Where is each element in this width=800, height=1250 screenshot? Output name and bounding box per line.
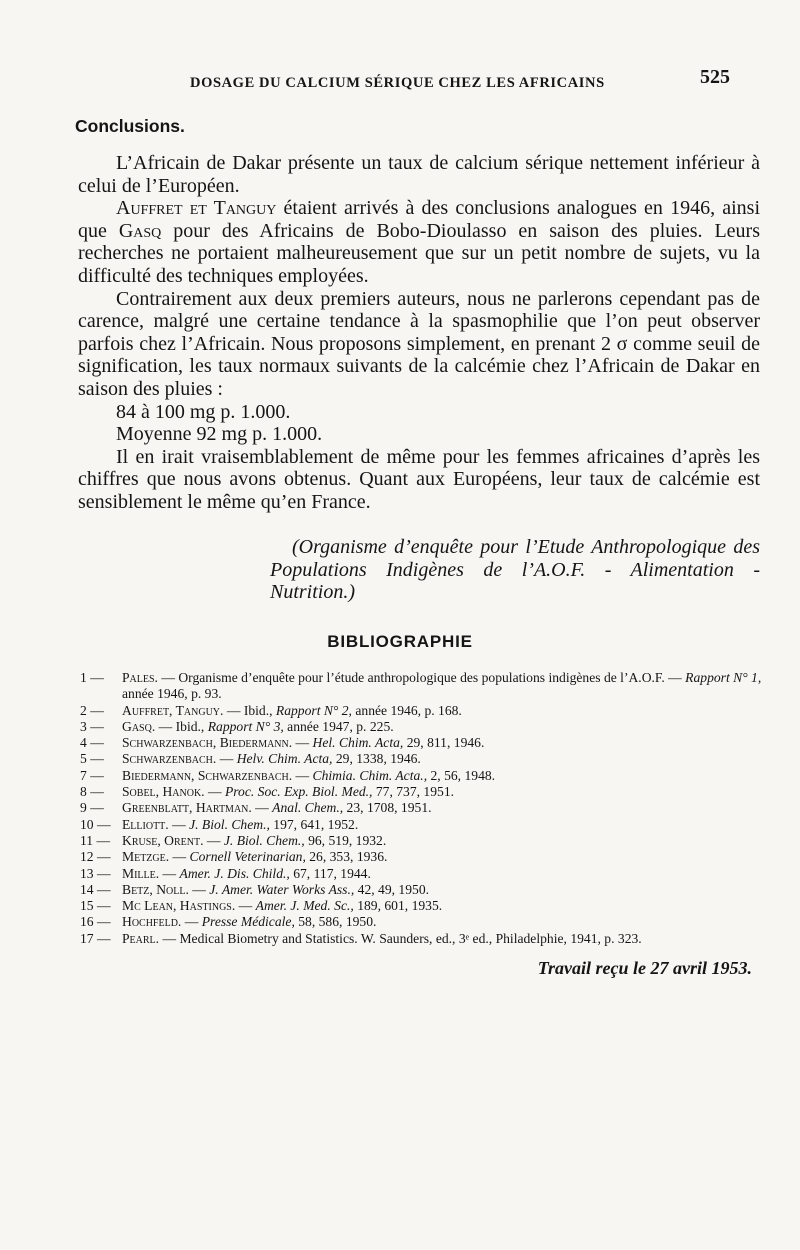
reference-journal: Cornell Veterinarian, [189, 849, 306, 865]
reference-author: Betz, Noll. [122, 881, 189, 897]
reference-body: — [181, 914, 202, 930]
reference-body: — [204, 784, 225, 800]
reference-journal: Hel. Chim. Acta, [312, 735, 404, 751]
reference-journal: Rapport N° 3, [207, 718, 284, 734]
paragraph-2-text-b: pour des Africains de Bobo-Dioulasso en saison des pluies. Leurs recherches ne portaient malheureusement que sur un petit nombre de sujets, vu la difficulté des techniques employées. [78, 219, 760, 287]
reference-journal: Amer. J. Med. Sc., [255, 898, 354, 914]
reference-details: 67, 117, 1944. [289, 865, 371, 881]
reference-entry [80, 882, 765, 898]
reference-entry [80, 784, 765, 800]
reference-entry [80, 898, 765, 914]
reference-details: 26, 353, 1936. [305, 849, 388, 865]
reference-number: 16 — [80, 914, 111, 930]
reference-journal: J. Amer. Water Works Ass., [209, 881, 355, 897]
reference-author: Metzge. [122, 849, 170, 865]
reference-body: — [292, 735, 313, 751]
reference-journal: Chimia. Chim. Acta., [312, 767, 428, 783]
reference-text [122, 703, 765, 719]
reference-journal: Helv. Chim. Acta, [236, 751, 333, 767]
bibliography-heading: BIBLIOGRAPHIE [327, 632, 473, 651]
reference-text [122, 735, 765, 751]
reference-number: 12 — [80, 849, 111, 865]
reference-details: 29, 811, 1946. [403, 735, 485, 751]
paragraph-3: Contrairement aux deux premiers auteurs, nous ne parlerons cependant pas de carence, malgré une certaine tendance à la spasmophilie que l’on peut observer parfois chez l’Africain. Nous proposons simplement, en prenant 2 σ comme seuil de signification, les taux normaux suivants de la calcémie chez l’Africain de Dakar en saison des pluies : [78, 287, 760, 400]
reference-journal: J. Biol. Chem., [223, 832, 305, 848]
reference-entry [80, 817, 765, 833]
reference-body: — [188, 881, 210, 897]
reference-text [122, 882, 765, 898]
reference-number: 5 — [80, 751, 104, 767]
reference-journal: Rapport N° 1, [685, 670, 762, 685]
reference-number: 2 — [80, 702, 104, 718]
reference-journal: Proc. Soc. Exp. Biol. Med., [224, 784, 373, 800]
reference-body: — Ibid., [223, 702, 276, 718]
reference-entry [80, 670, 765, 703]
reference-entry [80, 703, 765, 719]
reference-entry [80, 914, 765, 930]
reference-author: Gasq. [122, 718, 156, 734]
reference-number: 7 — [80, 767, 104, 783]
reference-author: Sobel, Hanok. [122, 784, 205, 800]
running-title: DOSAGE DU CALCIUM SÉRIQUE CHEZ LES AFRICAINS [190, 75, 605, 91]
mean-value-line: Moyenne 92 mg p. 1.000. [116, 423, 323, 446]
bibliography-list [80, 670, 765, 947]
reference-journal: J. Biol. Chem., [189, 816, 270, 832]
reference-journal: Amer. J. Dis. Child., [179, 865, 290, 881]
reference-entry [80, 800, 765, 816]
reference-details: 23, 1708, 1951. [343, 800, 432, 816]
reference-entry [80, 849, 765, 865]
reference-text [122, 849, 765, 865]
reference-entry [80, 833, 765, 849]
reference-author: Greenblatt, Hartman. [122, 800, 252, 816]
reference-number: 14 — [80, 881, 111, 897]
reference-body: — [292, 767, 313, 783]
section-title: Conclusions. [75, 116, 185, 136]
reference-details: 189, 601, 1935. [353, 898, 443, 914]
reference-author: Mc Lean, Hastings. [122, 898, 236, 914]
reference-author: Hochfeld. [122, 914, 182, 930]
reference-journal: Anal. Chem., [272, 800, 344, 816]
paragraph-2 [78, 197, 760, 287]
reference-text [122, 898, 765, 914]
reference-author: Pearl. [122, 930, 160, 946]
reference-body: — [216, 751, 237, 767]
reference-author: Auffret, Tanguy. [122, 702, 224, 718]
received-date: Travail reçu le 27 avril 1953. [537, 958, 752, 978]
reference-text [122, 833, 765, 849]
reference-text [122, 768, 765, 784]
reference-number: 13 — [80, 865, 111, 881]
reference-author: Elliott. [122, 816, 169, 832]
reference-details: année 1946, p. 168. [351, 702, 462, 718]
reference-text [122, 800, 765, 816]
reference-details: 197, 641, 1952. [269, 816, 359, 832]
reference-text [122, 670, 765, 703]
normal-range-line: 84 à 100 mg p. 1.000. [116, 400, 291, 423]
reference-author: Biedermann, Schwarzenbach. [122, 767, 293, 783]
reference-entry [80, 768, 765, 784]
reference-body: — [168, 816, 190, 832]
reference-number: 11 — [80, 832, 111, 848]
reference-details: année 1947, p. 225. [283, 718, 394, 734]
reference-text [122, 931, 765, 947]
reference-number: 4 — [80, 735, 104, 751]
reference-entry [80, 751, 765, 767]
reference-number: 17 — [80, 930, 111, 946]
reference-text [122, 751, 765, 767]
reference-author: Mille. [122, 865, 160, 881]
reference-body: — [169, 849, 190, 865]
reference-details: 42, 49, 1950. [354, 881, 430, 897]
reference-author: Pales. [122, 670, 158, 685]
reference-number: 3 — [80, 718, 104, 734]
reference-author: Kruse, Orent. [122, 832, 204, 848]
reference-text [122, 817, 765, 833]
reference-journal: Rapport N° 2, [275, 702, 352, 718]
reference-body: — [159, 865, 180, 881]
reference-body: — Organisme d’enquête pour l’étude anthropologique des populations indigènes de l’A.O.F. — [157, 670, 686, 685]
reference-number: 15 — [80, 898, 111, 914]
reference-details: 2, 56, 1948. [427, 767, 496, 783]
cited-authors: Auffret et Tanguy [116, 197, 277, 220]
reference-text [122, 784, 765, 800]
reference-text [122, 914, 765, 930]
reference-author: Schwarzenbach. [122, 751, 217, 767]
reference-details: 58, 586, 1950. [294, 914, 377, 930]
reference-number: 9 — [80, 800, 104, 816]
reference-body: — [203, 832, 224, 848]
reference-details: 77, 737, 1951. [372, 784, 455, 800]
reference-journal: Presse Médicale, [201, 914, 295, 930]
reference-body: — [251, 800, 273, 816]
reference-details: 29, 1338, 1946. [332, 751, 421, 767]
reference-body: — Ibid., [155, 718, 208, 734]
paragraph-2-text-a: étaient arrivés à des conclusions analogues en 1946, ainsi que [78, 197, 760, 242]
reference-details: année 1946, p. 93. [122, 686, 222, 702]
reference-text [122, 719, 765, 735]
reference-entry [80, 735, 765, 751]
paragraph-4: Il en irait vraisemblablement de même pour les femmes africaines d’après les chiffres que nous avons obtenus. Quant aux Européens, leur taux de calcémie est sensiblement le même qu’en France. [78, 445, 760, 513]
page-number: 525 [700, 66, 730, 88]
reference-body: — Medical Biometry and Statistics. W. Saunders, ed., 3ᵉ ed., Philadelphie, 1941, p. 323. [159, 930, 642, 946]
reference-author: Schwarzenbach, Biedermann. [122, 735, 293, 751]
paragraph-1: L’Africain de Dakar présente un taux de calcium sérique nettement inférieur à celui de l’Européen. [78, 152, 760, 197]
reference-number: 10 — [80, 816, 111, 832]
reference-entry [80, 866, 765, 882]
reference-text [122, 866, 765, 882]
reference-number: 8 — [80, 784, 104, 800]
body-text [78, 152, 760, 514]
reference-number: 1 — [80, 670, 104, 685]
cited-author-gasq: Gasq [118, 219, 162, 242]
reference-details: 96, 519, 1932. [304, 832, 387, 848]
reference-entry [80, 719, 765, 735]
reference-body: — [235, 898, 256, 914]
reference-entry [80, 931, 765, 947]
affiliation-signature: (Organisme d’enquête pour l’Etude Anthropologique des Populations Indigènes de l’A.O.F. - Alimentation - Nutrition.) [270, 536, 760, 604]
